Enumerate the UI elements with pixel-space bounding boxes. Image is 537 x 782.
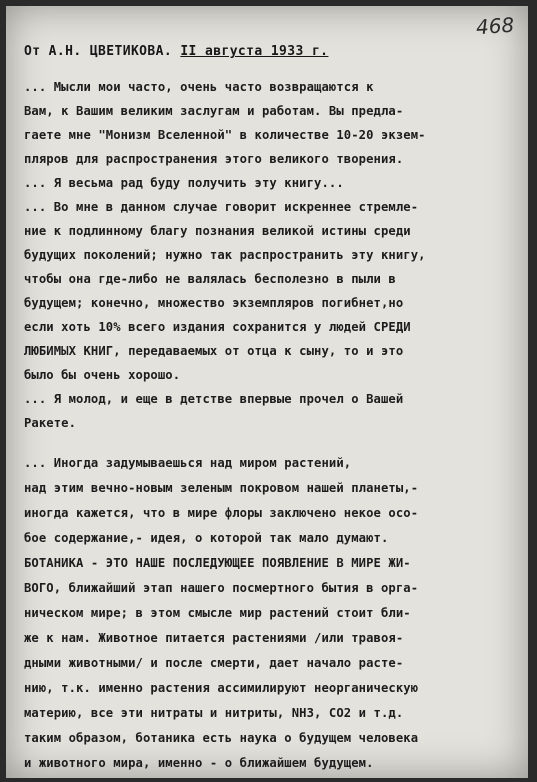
heading-date: II августа 1933 г. — [180, 44, 329, 59]
text-line: же к нам. Животное питается растениями /или травоя- — [24, 631, 404, 645]
text-line: ЛЮБИМЫХ КНИГ, передаваемых от отца к сыну, то и это — [24, 344, 404, 358]
text-line: ВОГО, ближайший этап нашего посмертного бытия в орга- — [24, 581, 419, 595]
text-line: гаете мне "Монизм Вселенной" в количестве 10-20 экзем- — [24, 128, 426, 142]
text-line: материю, все эти нитраты и нитриты, NH3, CO2 и т.д. — [24, 706, 404, 720]
text-line: иногда кажется, что в мире флоры заключено некое осо- — [24, 506, 419, 520]
text-line: Вам, к Вашим великим заслугам и работам. Вы предла- — [24, 104, 404, 118]
text-line: ... Я молод, и еще в детстве впервые прочел о Вашей — [24, 392, 404, 406]
text-line: бое содержание,- идея, о которой так мало думают. — [24, 531, 389, 545]
text-line: чтобы она где-либо не валялась бесполезно в пыли в — [24, 272, 396, 286]
text-line: нию, т.к. именно растения ассимилируют неорганическую — [24, 681, 419, 695]
text-line: ... Мысли мои часто, очень часто возвращаются к — [24, 80, 374, 94]
text-line: будущих поколений; нужно так распространить эту книгу, — [24, 248, 426, 262]
text-line: было бы очень хорошо. — [24, 368, 181, 382]
letter-heading — [24, 44, 328, 59]
page-number: 468 — [475, 12, 515, 40]
text-line: ние к подлинному благу познания великой истины среди — [24, 224, 411, 238]
text-line: ... Я весьма рад буду получить эту книгу... — [24, 176, 344, 190]
text-line: если хоть 10% всего издания сохранится у людей СРЕДИ — [24, 320, 411, 334]
text-line: пляров для распространения этого великого творения. — [24, 152, 404, 166]
text-line: БОТАНИКА - ЭТО НАШЕ ПОСЛЕДУЮЩЕЕ ПОЯВЛЕНИЕ В МИРЕ ЖИ- — [24, 556, 411, 570]
heading-from: От А.Н. ЦВЕТИКОВА. — [24, 44, 173, 59]
text-line: будущем; конечно, множество экземпляров погибнет,но — [24, 296, 404, 310]
typewritten-page — [6, 6, 528, 778]
text-line: и животного мира, именно - о ближайшем будущем. — [24, 756, 374, 770]
text-line: над этим вечно-новым зеленым покровом нашей планеты,- — [24, 481, 419, 495]
text-line: таким образом, ботаника есть наука о будущем человека — [24, 731, 419, 745]
text-line: ническом мире; в этом смысле мир растений стоит бли- — [24, 606, 411, 620]
text-line: дными животными/ и после смерти, дает начало расте- — [24, 656, 404, 670]
text-line: ... Иногда задумываешься над миром растений, — [24, 456, 352, 470]
text-line: ... Во мне в данном случае говорит искреннее стремле- — [24, 200, 419, 214]
text-line: Ракете. — [24, 416, 77, 430]
